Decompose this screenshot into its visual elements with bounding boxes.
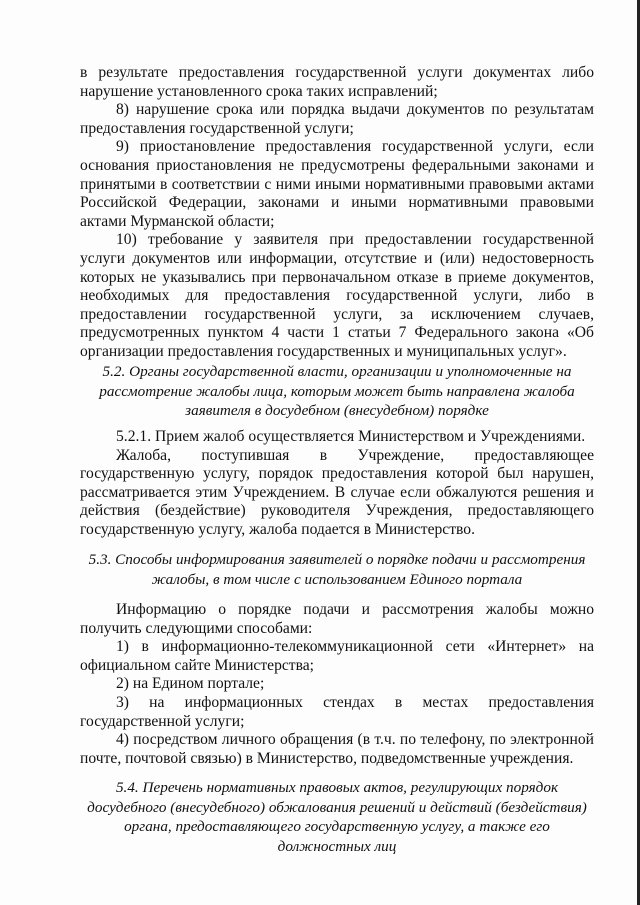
section-5-3-heading: 5.3. Способы информирования заявителей о порядке подачи и рассмотрения жалобы, в том числе с использованием Единого портала <box>88 551 586 588</box>
paragraph-item-8: 8) нарушение срока или порядка выдачи документов по результатам предоставления государственной услуги; <box>80 101 594 137</box>
section-5-2-heading: 5.2. Органы государственной власти, организации и уполномоченные на рассмотрение жалобы лица, которым может быть направлена жалоба заявителя в досудебном (внесудебном) порядке <box>99 363 575 419</box>
paragraph-item-10: 10) требование у заявителя при предоставлении государственной услуги документов или информации, отсутствие и (или) недостоверность которых не указывались при первоначальном отказе в приеме документов, необходимых для предоставления государственной услуги, либо в предоставлении государственной услуги, за исключением случаев, предусмотренных пунктом 4 части 1 статьи 7 Федерального закона «Об организации предоставления государственных и муниципальных услуг». <box>80 231 594 360</box>
paragraph-5-3-item-2: 2) на Едином портале; <box>116 675 265 693</box>
list-continuation <box>80 64 594 362</box>
section-5-3-body <box>80 601 594 768</box>
paragraph-item-9: 9) приостановление предоставления государственной услуги, если основания приостановления не предусмотрены федеральными законами и принятыми в соответствии с ними иными нормативными правовыми актами Российской Федерации, законами и иными нормативными правовыми актами Мурманской области; <box>80 138 594 230</box>
section-5-4-heading: 5.4. Перечень нормативных правовых актов, регулирующих порядок досудебного (внесудебного) обжалования решений и действий (бездействия) органа, предоставляющего государственную услугу, а также его должностных лиц <box>87 779 587 855</box>
section-5-2-body <box>80 428 594 540</box>
paragraph-5-3-item-1: 1) в информационно-телекоммуникационной сети «Интернет» на официальном сайте Министерства; <box>80 638 594 674</box>
paragraph-5-2-1: 5.2.1. Прием жалоб осуществляется Министерством и Учреждениями. <box>116 428 586 445</box>
paragraph-5-3-intro: Информацию о порядке подачи и рассмотрения жалобы можно получить следующими способами: <box>80 601 594 637</box>
paragraph-5-2-complaint: Жалоба, поступившая в Учреждение, предоставляющее государственную услугу, порядок предоставления которой был нарушен, рассматривается этим Учреждением. В случае если обжалуются решения и действия (бездействие) руководителя Учреждения, предоставляющего государственную услугу, жалоба подается в Министерство. <box>80 446 594 538</box>
paragraph-5-3-item-3: 3) на информационных стендах в местах предоставления государственной услуги; <box>80 693 594 730</box>
paragraph-item-7-end: в результате предоставления государственной услуги документах либо нарушение установленного срока таких исправлений; <box>80 64 594 100</box>
paragraph-5-3-item-4: 4) посредством личного обращения (в т.ч. по телефону, по электронной почте, почтовой связью) в Министерство, подведомственные учреждения. <box>80 731 594 767</box>
